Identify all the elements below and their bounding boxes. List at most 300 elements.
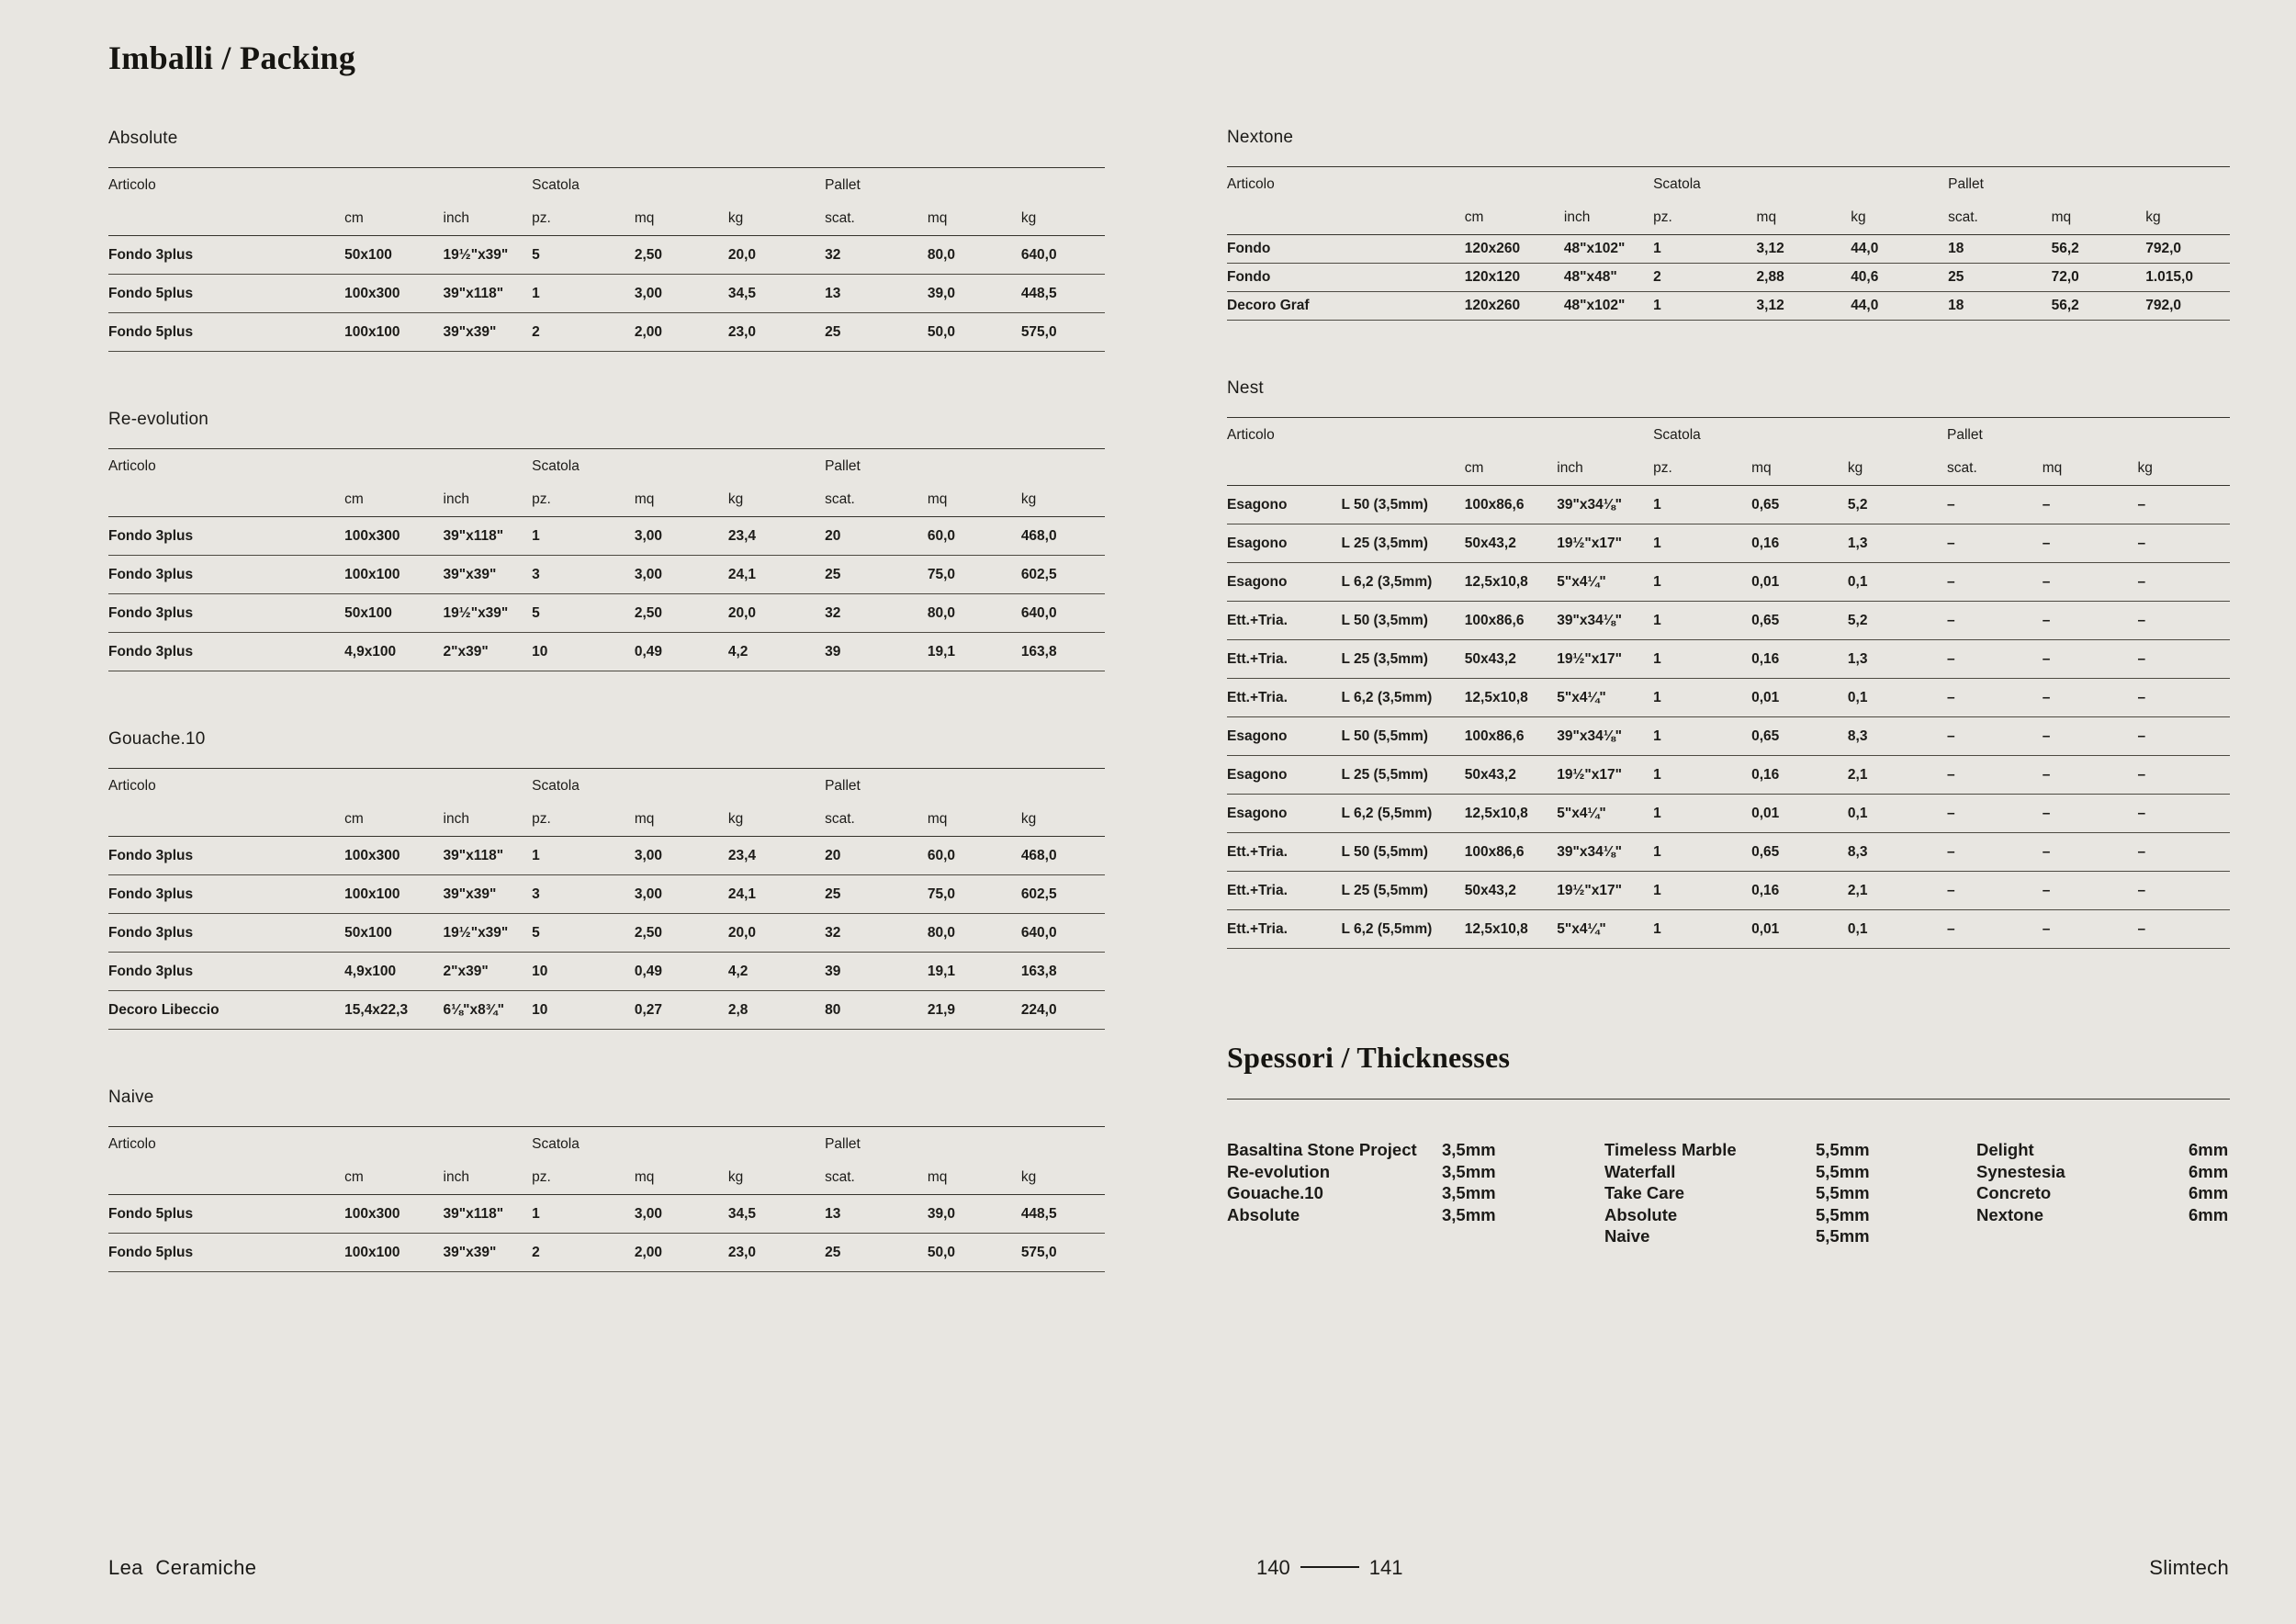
- header-pallet: Pallet: [825, 1135, 861, 1152]
- table-cell: 4,2: [728, 953, 825, 991]
- table-cell: 1: [532, 1195, 635, 1234]
- table-cell: Ett.+Tria.: [1227, 872, 1341, 910]
- header-articolo: Articolo: [108, 457, 156, 474]
- table-cell: L 6,2 (3,5mm): [1341, 679, 1464, 717]
- header-articolo: Articolo: [108, 777, 156, 794]
- table-cell: –: [2043, 486, 2138, 524]
- table-cell: 5: [532, 914, 635, 953]
- table-cell: –: [2043, 602, 2138, 640]
- table-cell: 20: [825, 837, 928, 875]
- table-row: [1227, 872, 2230, 910]
- table-row: [1227, 235, 2230, 264]
- table-cell: 39: [825, 633, 928, 671]
- table-cell: 13: [825, 275, 928, 313]
- table-cell: 48"x102": [1564, 235, 1653, 264]
- header-pallet: Pallet: [825, 176, 861, 193]
- header-inch: inch: [1557, 453, 1653, 486]
- header-kg: kg: [728, 804, 825, 837]
- thickness-value: 5,5mm: [1816, 1161, 1870, 1181]
- header-cm: cm: [344, 203, 443, 236]
- table-cell: 39"x118": [444, 275, 533, 313]
- table-row: [108, 633, 1105, 671]
- header-kg: kg: [1848, 453, 1947, 486]
- thickness-series-name: Delight: [1976, 1140, 2034, 1159]
- table-cell: 19½"x17": [1557, 524, 1653, 563]
- table-cell: –: [2043, 872, 2138, 910]
- header-mq: mq: [635, 1162, 728, 1195]
- table-row: [108, 953, 1105, 991]
- table-cell: 1: [532, 837, 635, 875]
- table-cell: 0,01: [1751, 910, 1848, 949]
- table-cell: –: [2137, 872, 2230, 910]
- table-cell: –: [1947, 756, 2043, 795]
- table-cell: 12,5x10,8: [1465, 910, 1557, 949]
- table-cell: –: [2137, 524, 2230, 563]
- table-cell: 468,0: [1021, 837, 1105, 875]
- table-cell: 44,0: [1851, 292, 1948, 321]
- table-cell: Ett.+Tria.: [1227, 910, 1341, 949]
- table-cell: 23,0: [728, 313, 825, 352]
- table-cell: 575,0: [1021, 1234, 1105, 1272]
- table-row: [1227, 717, 2230, 756]
- table-cell: 120x260: [1465, 292, 1564, 321]
- header-pz: pz.: [532, 484, 635, 517]
- table-row: [108, 1234, 1105, 1272]
- thickness-series-name: Concreto: [1976, 1183, 2052, 1202]
- header-scat: scat.: [825, 1162, 928, 1195]
- thickness-series-name: Timeless Marble: [1604, 1140, 1737, 1159]
- table-cell: 4,9x100: [344, 953, 443, 991]
- header-kg: kg: [728, 203, 825, 236]
- thickness-item: [1227, 1139, 1604, 1161]
- header-blank: [1341, 453, 1464, 486]
- thickness-column: [1227, 1139, 1604, 1247]
- table-cell: 39,0: [928, 275, 1021, 313]
- thickness-item: [1976, 1161, 2230, 1183]
- table-cell: 18: [1948, 292, 2051, 321]
- table-cell: 25: [1948, 264, 2051, 292]
- table-cell: –: [1947, 486, 2043, 524]
- table-cell: 100x86,6: [1465, 486, 1557, 524]
- table-cell: L 6,2 (5,5mm): [1341, 910, 1464, 949]
- thickness-item: [1976, 1182, 2230, 1204]
- table-cell: –: [1947, 872, 2043, 910]
- table-cell: 2"x39": [444, 633, 533, 671]
- table-cell: Decoro Graf: [1227, 292, 1465, 321]
- table-cell: –: [2137, 563, 2230, 602]
- thickness-series-name: Re-evolution: [1227, 1161, 1331, 1181]
- table-cell: L 25 (5,5mm): [1341, 756, 1464, 795]
- table-cell: 0,1: [1848, 795, 1947, 833]
- collection-name: Re-evolution: [108, 410, 209, 429]
- table-cell: Esagono: [1227, 563, 1341, 602]
- table-cell: Fondo 3plus: [108, 236, 344, 275]
- table-group-header: [1227, 418, 2230, 453]
- table-cell: 39"x34⅛": [1557, 833, 1653, 872]
- table-cell: 18: [1948, 235, 2051, 264]
- header-inch: inch: [444, 1162, 533, 1195]
- table-cell: 13: [825, 1195, 928, 1234]
- table-cell: 48"x48": [1564, 264, 1653, 292]
- header-kg: kg: [1021, 1162, 1105, 1195]
- table-row: [108, 517, 1105, 556]
- table-cell: 0,1: [1848, 679, 1947, 717]
- table-row: [108, 594, 1105, 633]
- table-cell: 1: [1653, 486, 1751, 524]
- table-cell: 20,0: [728, 594, 825, 633]
- table-cell: 1: [1653, 872, 1751, 910]
- table-cell: 25: [825, 313, 928, 352]
- table-cell: 23,4: [728, 837, 825, 875]
- table-cell: 3,00: [635, 517, 728, 556]
- table-cell: 39"x39": [444, 556, 533, 594]
- table-row: [108, 875, 1105, 914]
- table-cell: 120x120: [1465, 264, 1564, 292]
- table-cell: 602,5: [1021, 875, 1105, 914]
- table-cell: –: [1947, 602, 2043, 640]
- packing-section-nextone: [1227, 128, 2230, 321]
- header-pallet: Pallet: [825, 777, 861, 794]
- table-cell: –: [2137, 756, 2230, 795]
- table-cell: 80,0: [928, 914, 1021, 953]
- header-inch: inch: [1564, 202, 1653, 235]
- header-mq: mq: [2043, 453, 2138, 486]
- table-cell: 0,65: [1751, 602, 1848, 640]
- header-blank: [108, 203, 344, 236]
- thickness-item: [1227, 1161, 1604, 1183]
- table-cell: 80,0: [928, 594, 1021, 633]
- thickness-value: 5,5mm: [1816, 1226, 1870, 1246]
- header-mq: mq: [635, 804, 728, 837]
- table-cell: 3,12: [1757, 292, 1851, 321]
- header-scatola: Scatola: [532, 176, 580, 193]
- table-cell: 5"x4¼": [1557, 563, 1653, 602]
- header-blank: [108, 484, 344, 517]
- table-cell: 0,16: [1751, 756, 1848, 795]
- table-cell: 2,00: [635, 1234, 728, 1272]
- table-cell: 0,1: [1848, 910, 1947, 949]
- table-cell: 0,65: [1751, 833, 1848, 872]
- left-page-column: [108, 39, 1105, 1272]
- table-cell: 19½"x39": [444, 594, 533, 633]
- table-cell: 2,00: [635, 313, 728, 352]
- table-cell: 21,9: [928, 991, 1021, 1030]
- header-pallet: Pallet: [825, 457, 861, 474]
- table-cell: 75,0: [928, 556, 1021, 594]
- table-units-header: [108, 484, 1105, 517]
- table-row: [108, 556, 1105, 594]
- table-cell: 44,0: [1851, 235, 1948, 264]
- header-blank: [108, 1162, 344, 1195]
- table-cell: –: [2043, 717, 2138, 756]
- table-cell: 100x300: [344, 1195, 443, 1234]
- table-cell: 5"x4¼": [1557, 679, 1653, 717]
- table-cell: 163,8: [1021, 953, 1105, 991]
- thickness-item: [1976, 1204, 2230, 1226]
- header-scat: scat.: [825, 484, 928, 517]
- table-cell: 0,01: [1751, 679, 1848, 717]
- table-cell: 50,0: [928, 1234, 1021, 1272]
- table-cell: Fondo: [1227, 264, 1465, 292]
- table-cell: Esagono: [1227, 524, 1341, 563]
- table-cell: 100x100: [344, 556, 443, 594]
- table-row: [1227, 602, 2230, 640]
- header-cm: cm: [1465, 453, 1557, 486]
- table-cell: 1: [1653, 640, 1751, 679]
- thickness-series-name: Nextone: [1976, 1204, 2043, 1224]
- thickness-series-name: Take Care: [1604, 1183, 1685, 1202]
- table-group-header: [108, 168, 1105, 203]
- table-cell: 0,49: [635, 633, 728, 671]
- table-cell: 1: [532, 275, 635, 313]
- collection-name: Absolute: [108, 129, 178, 148]
- table-cell: Fondo 5plus: [108, 1234, 344, 1272]
- table-cell: 3,00: [635, 1195, 728, 1234]
- collection-brand: Slimtech: [2149, 1556, 2229, 1579]
- header-blank: [1227, 453, 1341, 486]
- table-group-header: [108, 769, 1105, 804]
- table-cell: –: [2137, 795, 2230, 833]
- table-cell: 792,0: [2145, 235, 2230, 264]
- table-cell: 80,0: [928, 236, 1021, 275]
- table-cell: 100x300: [344, 275, 443, 313]
- table-cell: L 25 (3,5mm): [1341, 524, 1464, 563]
- table-cell: 34,5: [728, 1195, 825, 1234]
- table-cell: 56,2: [2052, 235, 2146, 264]
- table-row: [108, 837, 1105, 875]
- page-numbers: [1256, 1556, 1402, 1580]
- header-mq: mq: [1757, 202, 1851, 235]
- thickness-value: 6mm: [2189, 1140, 2229, 1159]
- right-tables-container: [1227, 128, 2230, 949]
- table-cell: 50,0: [928, 313, 1021, 352]
- table-cell: 50x100: [344, 236, 443, 275]
- table-cell: 0,65: [1751, 486, 1848, 524]
- table-cell: 5: [532, 594, 635, 633]
- table-cell: 1: [1653, 292, 1756, 321]
- table-cell: –: [1947, 640, 2043, 679]
- header-scat: scat.: [825, 203, 928, 236]
- table-cell: 100x300: [344, 517, 443, 556]
- table-cell: 100x86,6: [1465, 602, 1557, 640]
- thickness-item: [1604, 1182, 1976, 1204]
- table-cell: 1: [1653, 602, 1751, 640]
- header-mq: mq: [635, 203, 728, 236]
- packing-section-nest: [1227, 378, 2230, 949]
- table-row: [108, 914, 1105, 953]
- table-cell: 3,00: [635, 275, 728, 313]
- header-cm: cm: [1465, 202, 1564, 235]
- header-cm: cm: [344, 1162, 443, 1195]
- table-cell: 23,0: [728, 1234, 825, 1272]
- table-cell: 2,50: [635, 594, 728, 633]
- table-cell: 1,3: [1848, 640, 1947, 679]
- thickness-value: 5,5mm: [1816, 1183, 1870, 1202]
- table-cell: 50x100: [344, 594, 443, 633]
- table-cell: –: [2043, 910, 2138, 949]
- thicknesses-title: Spessori / Thicknesses: [1227, 1041, 1511, 1074]
- packing-section-reevolution: [108, 410, 1105, 671]
- thickness-series-name: Naive: [1604, 1226, 1650, 1246]
- header-kg: kg: [1021, 484, 1105, 517]
- table-cell: –: [2043, 679, 2138, 717]
- thickness-value: 6mm: [2189, 1161, 2229, 1181]
- table-cell: 32: [825, 236, 928, 275]
- thickness-series-name: Absolute: [1227, 1204, 1300, 1224]
- left-tables-container: [108, 129, 1105, 1272]
- table-cell: 19½"x17": [1557, 872, 1653, 910]
- header-pz: pz.: [532, 1162, 635, 1195]
- table-cell: 39"x39": [444, 875, 533, 914]
- table-cell: Fondo 5plus: [108, 313, 344, 352]
- table-cell: 1: [1653, 524, 1751, 563]
- table-cell: 0,01: [1751, 563, 1848, 602]
- table-cell: –: [2137, 486, 2230, 524]
- table-cell: 39"x39": [444, 313, 533, 352]
- header-articolo: Articolo: [108, 176, 156, 193]
- header-pz: pz.: [1653, 453, 1751, 486]
- table-cell: 100x100: [344, 1234, 443, 1272]
- table-cell: 80: [825, 991, 928, 1030]
- table-cell: L 50 (5,5mm): [1341, 717, 1464, 756]
- table-cell: –: [2137, 640, 2230, 679]
- table-cell: L 50 (3,5mm): [1341, 486, 1464, 524]
- table-cell: 3: [532, 875, 635, 914]
- table-cell: 72,0: [2052, 264, 2146, 292]
- table-cell: 19½"x39": [444, 236, 533, 275]
- thickness-series-name: Absolute: [1604, 1204, 1678, 1224]
- thickness-item: [1604, 1204, 1976, 1226]
- table-cell: –: [1947, 524, 2043, 563]
- header-mq: mq: [1751, 453, 1848, 486]
- thickness-item: [1976, 1139, 2230, 1161]
- table-cell: 39"x118": [444, 517, 533, 556]
- table-cell: –: [2137, 833, 2230, 872]
- table-cell: 5: [532, 236, 635, 275]
- table-cell: 60,0: [928, 517, 1021, 556]
- thickness-item: [1604, 1161, 1976, 1183]
- table-cell: 224,0: [1021, 991, 1105, 1030]
- table-cell: 60,0: [928, 837, 1021, 875]
- table-row: [108, 313, 1105, 352]
- table-cell: –: [2043, 640, 2138, 679]
- table-cell: Ett.+Tria.: [1227, 602, 1341, 640]
- table-row: [1227, 264, 2230, 292]
- table-cell: 19½"x39": [444, 914, 533, 953]
- table-cell: L 50 (3,5mm): [1341, 602, 1464, 640]
- table-cell: Fondo 3plus: [108, 837, 344, 875]
- table-cell: 100x86,6: [1465, 833, 1557, 872]
- header-blank: [1227, 202, 1465, 235]
- table-cell: 1: [1653, 833, 1751, 872]
- header-pallet: Pallet: [1947, 426, 1983, 443]
- table-cell: 19½"x17": [1557, 756, 1653, 795]
- thickness-item: [1227, 1204, 1604, 1226]
- table-row: [1227, 679, 2230, 717]
- table-cell: 5"x4¼": [1557, 795, 1653, 833]
- table-cell: Decoro Libeccio: [108, 991, 344, 1030]
- table-cell: –: [1947, 910, 2043, 949]
- table-units-header: [108, 203, 1105, 236]
- header-scatola: Scatola: [1653, 175, 1701, 192]
- table-cell: 5"x4¼": [1557, 910, 1653, 949]
- table-row: [108, 236, 1105, 275]
- table-cell: 2,50: [635, 236, 728, 275]
- table-cell: –: [2043, 756, 2138, 795]
- packing-table: [108, 448, 1105, 671]
- table-cell: 0,1: [1848, 563, 1947, 602]
- table-cell: 24,1: [728, 556, 825, 594]
- table-row: [1227, 524, 2230, 563]
- header-scat: scat.: [1948, 202, 2051, 235]
- table-cell: 12,5x10,8: [1465, 795, 1557, 833]
- table-cell: 8,3: [1848, 717, 1947, 756]
- packing-table: [1227, 166, 2230, 321]
- header-scat: scat.: [1947, 453, 2043, 486]
- thickness-columns: [1227, 1139, 2230, 1247]
- table-cell: 0,16: [1751, 524, 1848, 563]
- table-cell: 1.015,0: [2145, 264, 2230, 292]
- table-cell: 0,49: [635, 953, 728, 991]
- thicknesses-section: [1227, 1041, 2230, 1247]
- packing-section-naive: [108, 1088, 1105, 1272]
- table-cell: 39"x118": [444, 1195, 533, 1234]
- table-cell: 448,5: [1021, 1195, 1105, 1234]
- table-cell: Fondo 5plus: [108, 275, 344, 313]
- header-inch: inch: [444, 484, 533, 517]
- table-cell: Fondo 3plus: [108, 633, 344, 671]
- thickness-series-name: Basaltina Stone Project: [1227, 1140, 1417, 1159]
- page-separator-line: [1300, 1566, 1359, 1568]
- table-cell: 56,2: [2052, 292, 2146, 321]
- table-cell: 2,1: [1848, 756, 1947, 795]
- table-cell: 4,9x100: [344, 633, 443, 671]
- table-cell: 640,0: [1021, 594, 1105, 633]
- table-cell: 12,5x10,8: [1465, 679, 1557, 717]
- packing-section-gouache10: [108, 729, 1105, 1030]
- table-cell: 39"x34⅛": [1557, 486, 1653, 524]
- table-cell: 25: [825, 1234, 928, 1272]
- header-mq: mq: [928, 804, 1021, 837]
- header-cm: cm: [344, 804, 443, 837]
- table-cell: –: [2043, 833, 2138, 872]
- table-cell: 39"x39": [444, 1234, 533, 1272]
- header-pz: pz.: [1653, 202, 1756, 235]
- thickness-item: [1227, 1182, 1604, 1204]
- table-cell: 2"x39": [444, 953, 533, 991]
- table-units-header: [1227, 453, 2230, 486]
- table-cell: 24,1: [728, 875, 825, 914]
- table-cell: 10: [532, 991, 635, 1030]
- collection-name: Gouache.10: [108, 729, 206, 749]
- header-kg: kg: [1851, 202, 1948, 235]
- header-articolo: Articolo: [1227, 175, 1275, 192]
- header-scatola: Scatola: [532, 1135, 580, 1152]
- table-cell: Ett.+Tria.: [1227, 679, 1341, 717]
- header-articolo: Articolo: [1227, 426, 1275, 443]
- table-cell: 39,0: [928, 1195, 1021, 1234]
- table-cell: 25: [825, 556, 928, 594]
- table-cell: Esagono: [1227, 795, 1341, 833]
- header-kg: kg: [728, 484, 825, 517]
- brand-name: Lea Ceramiche: [108, 1556, 257, 1579]
- table-cell: 5,2: [1848, 602, 1947, 640]
- table-cell: 1: [532, 517, 635, 556]
- page-number-right: 141: [1368, 1556, 1403, 1579]
- table-cell: 48"x102": [1564, 292, 1653, 321]
- table-cell: 23,4: [728, 517, 825, 556]
- table-cell: 25: [825, 875, 928, 914]
